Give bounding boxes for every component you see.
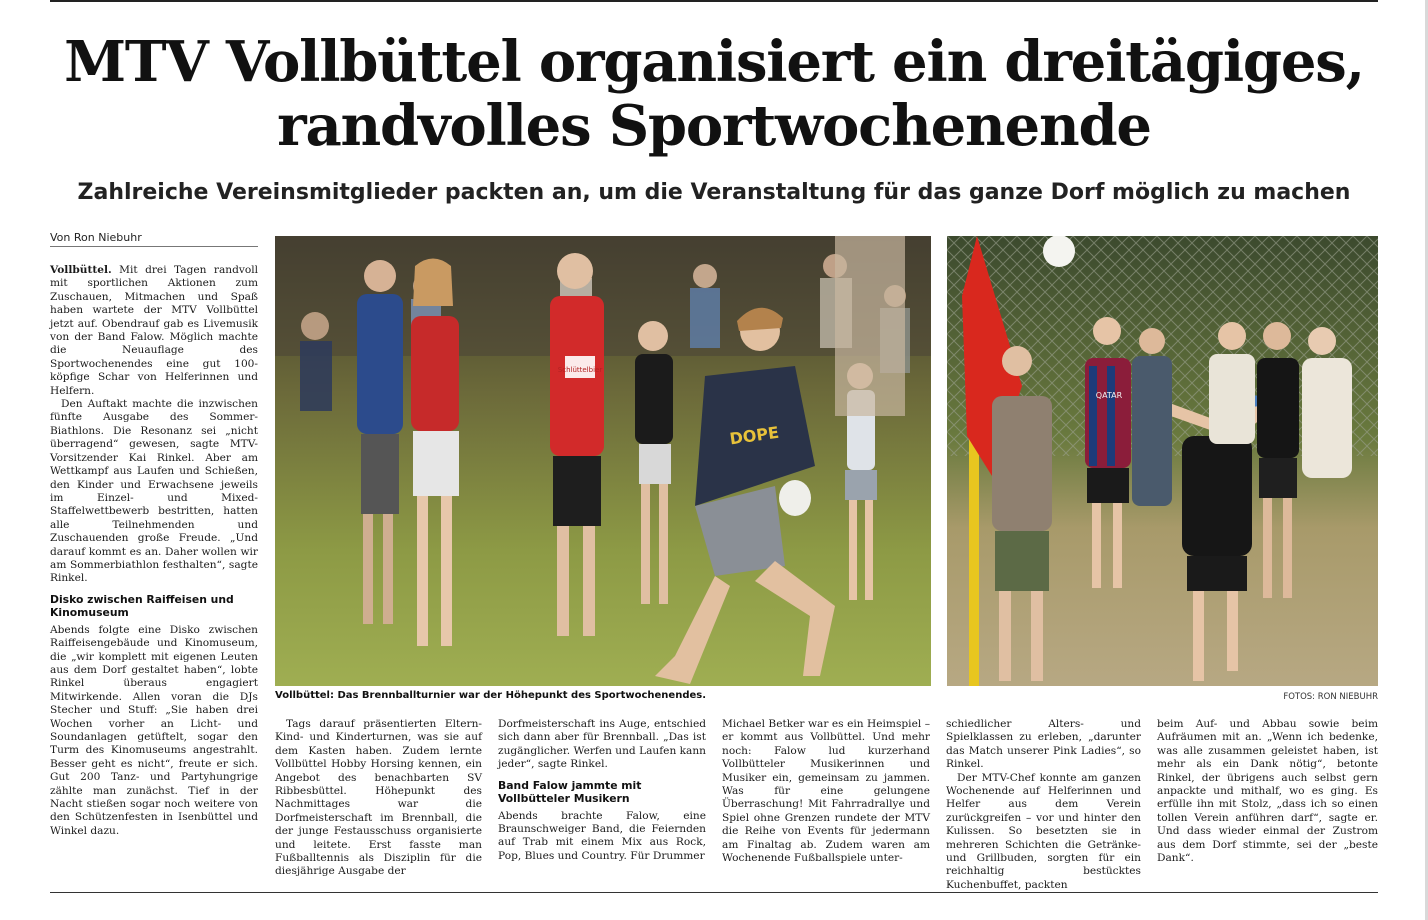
column-5 [1157, 718, 1378, 865]
column-3 [722, 718, 930, 865]
dateline: Vollbüttel. [50, 264, 112, 276]
photo-credit: FOTOS: RON NIEBUHR [1283, 692, 1378, 702]
column-3-paragraph: Michael Betker war es ein Heimspiel – er kommt aus Vollbüttel. Und mehr noch: Falow lud kurzerhand Vollbütteler Musikerinnen und Musiker ein, gemeinsam zu jammen. Was für eine gelungene Überraschung! Mit Fahrradrallye und Spiel ohne Grenzen rundete der MTV die Reihe von Events für jedermann am Finaltag ab. Zudem waren am Wochenende Fußballspiele unter- [722, 718, 930, 865]
paragraph-1 [50, 264, 258, 398]
photo-brennball-tournament [275, 236, 931, 686]
shirt-print-main: DOPE [728, 422, 781, 449]
column-4 [946, 718, 1141, 892]
column-1-paragraph: Tags darauf präsentierten Eltern-Kind- und Kinderturnen, was sie auf dem Kasten haben. Zudem lernte Vollbüttel Hobby Horsing kennen, ein Angebot des benachbarten SV Ribbesbüttel. Höhepunkt des Nachmittages war die Dorfmeisterschaft im Brennball, die der junge Festausschuss organisierte und leitete. Erst fasste man Fußballtennis als Disziplin für die diesjährige Ausgabe der [275, 718, 482, 878]
jersey-print-text: QATAR [1095, 391, 1123, 400]
column-2-paragraph-1: Dorfmeisterschaft ins Auge, entschied sich dann aber für Brennball. „Das ist zugänglicher. Werfen und Laufen kann jeder“, sagte Rinkel. [498, 718, 707, 771]
headline: MTV Vollbüttel organisiert ein dreitägiges, randvolles Sportwochenende [64, 29, 1364, 159]
shirt-print-text: Schlüttelbier [557, 366, 603, 374]
top-rule [50, 0, 1378, 2]
subheadline: Zahlreiche Vereinsmitglieder packten an, um die Veranstaltung für das ganze Dorf möglich zu machen [77, 180, 1351, 205]
photo-players-at-field [947, 236, 1378, 686]
column-4-paragraph-2: Der MTV-Chef konnte am ganzen Wochenende auf Helferinnen und Helfer aus dem Verein zurückgreifen – vor und hinter den Kulissen. So besetzten sie in mehreren Schichten die Getränke- und Grillbuden, sorgten für ein reichhaltig bestücktes Kuchenbuffet, packten [946, 771, 1141, 891]
column-2-paragraph-2: Abends brachte Falow, eine Braunschweiger Band, die Feiernden auf Trab mit einem Mix aus Rock, Pop, Blues und Country. Für Drummer [498, 809, 706, 862]
bottom-rule [50, 892, 1378, 893]
subheading-disko: Disko zwischen Raiffeisen und Kinomuseum [50, 592, 234, 619]
paragraph-3: Abends folgte eine Disko zwischen Raiffeisengebäude und Kinomuseum, die „wir komplett mit eigenen Leuten aus dem Dorf gestaltet haben“, lobte Rinkel überaus engagiert Mitwirkende. Allen voran die DJs Stecher und Stuff: „Sie haben drei Wochen vorher an Licht- und Soundanlagen getüftelt, sogar den Turm des Kinomuseums angestrahlt. Besser geht es nicht“, freute er sich. Gut 200 Tanz- und Partyhungrige zählte man zunächst. Tief in der Nacht stießen sogar noch weitere von den Schützenfesten in Isenbüttel und Winkel dazu. [50, 623, 258, 837]
column-1 [275, 718, 482, 879]
byline: Von Ron Niebuhr [50, 231, 258, 247]
left-column [50, 264, 258, 838]
photo-caption: Vollbüttel: Das Brennballturnier war der Höhepunkt des Sportwochenendes. [275, 690, 707, 701]
column-4-paragraph-1: schiedlicher Alters- und Spielklassen zu erleben, „darunter das Match unserer Pink Ladies“, so Rinkel. [946, 718, 1141, 771]
subheading-band: Band Falow jammte mit Vollbütteler Musikern [498, 778, 642, 805]
secondary-photo [947, 236, 1378, 686]
column-5-paragraph: beim Auf- und Abbau sowie beim Aufräumen mit an. „Wenn ich bedenke, was alle zusammen geleistet haben, ist mehr als ein Dank nötig“, betonte Rinkel, der übrigens auch selbst gern anpackte und mithalf, wo es ging. Es erfülle ihn mit Stolz, „dass ich so einen tollen Verein anführen darf“, sagte er. Und dass wieder einmal der Zustrom aus dem Dorf stimmte, sei der „beste Dank“. [1157, 718, 1378, 865]
paragraph-2: Den Auftakt machte die inzwischen fünfte Ausgabe des Sommer-Biathlons. Die Resonanz sei „nicht überragend“ gewesen, sagte MTV-Vorsitzender Kai Rinkel. Aber am Wettkampf aus Laufen und Schießen, den Kinder und Erwachsene jeweils im Einzel- und Mixed-Staffelwettbewerb bestritten, hatten alle Teilnehmenden und Zuschauenden große Freude. „Und darauf kommt es an. Daher wollen wir am Sommerbiathlon festhalten“, sagte Rinkel. [50, 398, 258, 585]
column-2 [498, 718, 706, 863]
paragraph-1-text: Mit drei Tagen randvoll mit sportlichen Aktionen zum Zuschauen, Mitmachen und Spaß haben wartete der MTV Vollbüttel jetzt auf. Obendrauf gab es Livemusik von der Band Falow. Möglich machte die Neuauflage des Sportwochenendes eine gut 100-köpfige Schar von Helferinnen und Helfern. [50, 264, 258, 397]
main-photo [275, 236, 931, 686]
